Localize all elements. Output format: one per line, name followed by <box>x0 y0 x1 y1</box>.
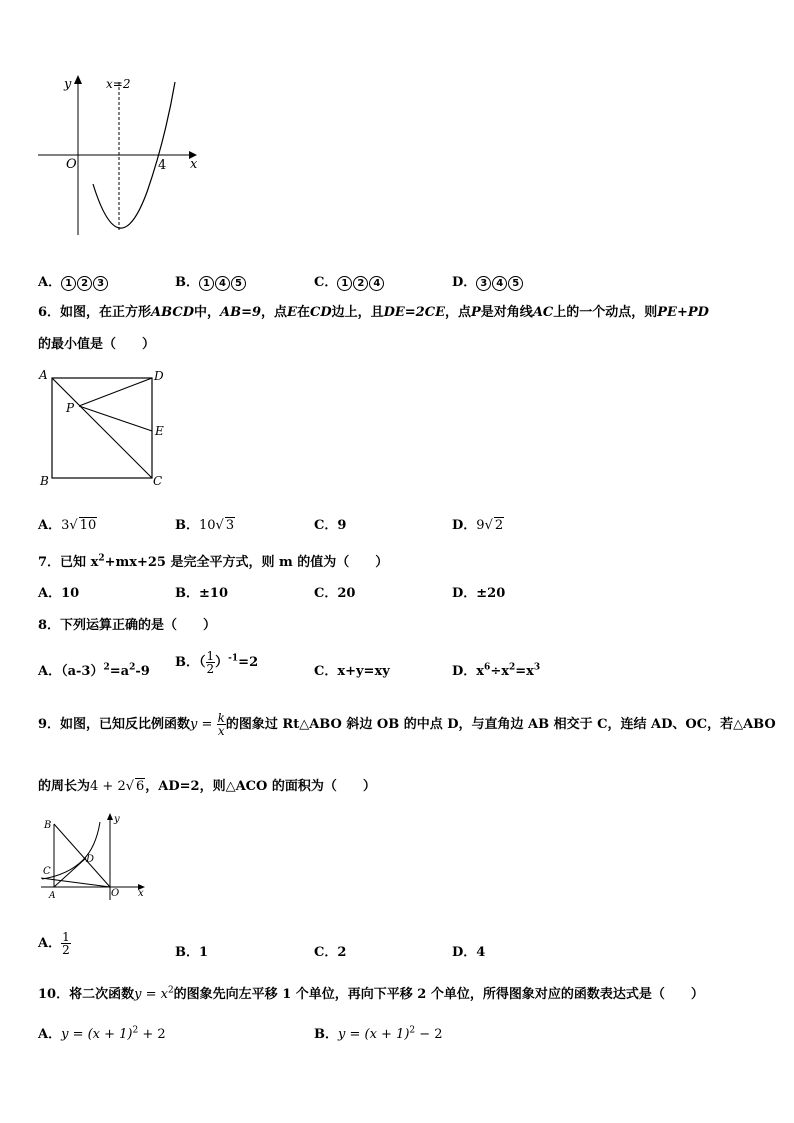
label-A: A <box>39 368 48 382</box>
q6-stem: 6．如图，在正方形ABCD中，AB=9，点E在CD边上，且DE=2CE，点P是对角线AC上的一个动点，则PE+PD <box>38 305 709 320</box>
q8-option-a[interactable]: A．$(a-3)^2=a^2-9$ <box>38 662 150 679</box>
root-label: 4 <box>158 158 167 173</box>
q7-option-a[interactable]: A．10 <box>38 586 80 601</box>
label-A2: A <box>49 891 56 901</box>
q7-option-c[interactable]: C．20 <box>314 586 356 601</box>
q10-stem: 10．将二次函数$y = x^2$的图象先向左平移 1 个单位，再向下平移 2 个单位，所得图象对应的函数表达式是（ ） <box>38 985 704 1002</box>
q9-option-b[interactable]: B．1 <box>175 945 209 960</box>
q9-option-c[interactable]: C．2 <box>314 945 347 960</box>
q6-option-a[interactable]: A．3√ 10 <box>38 518 97 533</box>
label-C: C <box>153 474 163 488</box>
q8-option-d[interactable]: D．$x^6\div x^2=x^3$ <box>452 662 541 679</box>
square-figure <box>35 365 170 490</box>
label-B2: B <box>44 820 52 831</box>
q7-stem: 7．已知 $x^2+mx+25$ 是完全平方式，则 m 的值为（ ） <box>38 553 389 570</box>
x-axis-label: x <box>190 157 198 172</box>
label-D2: D <box>86 854 95 865</box>
vline-label: x=2 <box>106 77 131 91</box>
label-D: D <box>154 369 164 383</box>
q5-option-b[interactable]: B． 1 4 5 <box>175 271 247 291</box>
label-O2: O <box>111 888 120 899</box>
hyperbola-figure <box>38 812 153 902</box>
q5-option-c[interactable]: C． 1 2 4 <box>314 271 385 291</box>
q6-stem-line2: 的最小值是（ ） <box>38 337 156 352</box>
q8-stem: 8．下列运算正确的是（ ） <box>38 618 217 633</box>
q10-option-b[interactable]: B．$y = (x + 1)^2 - 2$ <box>314 1025 443 1042</box>
y-axis-label: y <box>64 77 72 92</box>
origin-label: O <box>66 157 77 172</box>
label-x2: x <box>138 888 144 899</box>
q7-option-d[interactable]: D．±20 <box>452 586 506 601</box>
label-y2: y <box>114 814 120 825</box>
parabola-graph <box>35 70 210 240</box>
q10-option-a[interactable]: A．$y = (x + 1)^2 + 2$ <box>38 1025 166 1042</box>
q9-option-d[interactable]: D．4 <box>452 945 486 960</box>
q6-option-d[interactable]: D．9√ 2 <box>452 518 504 533</box>
label-P: P <box>66 401 75 415</box>
label-C2: C <box>43 866 51 877</box>
label-B: B <box>40 474 49 488</box>
q8-option-c[interactable]: C．x+y=xy <box>314 664 390 679</box>
q6-option-b[interactable]: B．10√ 3 <box>175 518 235 533</box>
q7-option-b[interactable]: B．±10 <box>175 586 228 601</box>
q9-stem-line2: 的周长为4 + 2√ 6，AD=2，则△ACO 的面积为（ ） <box>38 779 376 794</box>
q5-option-a[interactable]: A． 1 2 3 <box>38 271 109 291</box>
q9-option-a[interactable]: A． $\frac{1}{2}$ <box>38 930 70 957</box>
label-E: E <box>155 424 164 438</box>
q9-stem: 9．如图，已知反比例函数y = $\frac{k}{x}$ 的图象过 Rt△ABO 斜边 OB 的中点 D，与直角边 AB 相交于 C，连结 AD、OC，若△ABO <box>38 711 776 738</box>
q8-option-b[interactable]: B．（ $\frac{1}{2}$ ）$^{-1}$=2 <box>175 649 259 676</box>
q5-option-d[interactable]: D． 3 4 5 <box>452 271 524 291</box>
q6-option-c[interactable]: C．9 <box>314 518 347 533</box>
